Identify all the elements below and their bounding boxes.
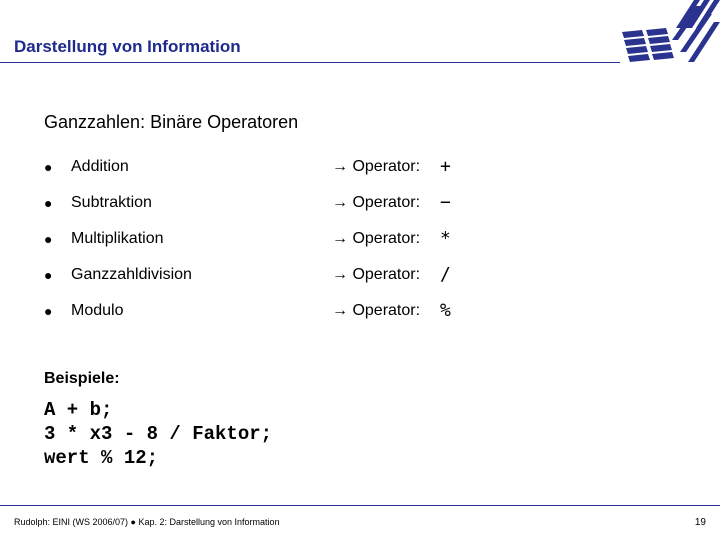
bullet-icon: ● xyxy=(44,159,53,175)
operator-symbol: * xyxy=(440,228,451,249)
operator-symbol: − xyxy=(440,192,451,213)
section-heading: Ganzzahlen: Binäre Operatoren xyxy=(44,112,299,132)
list-item xyxy=(44,192,504,216)
operator-arrow-label: → Operator: xyxy=(332,158,421,175)
operator-arrow-label: → Operator: xyxy=(332,266,421,283)
list-item xyxy=(44,300,504,324)
list-item xyxy=(44,228,504,252)
operator-name: Addition xyxy=(71,158,129,175)
bullet-icon: ● xyxy=(44,231,53,247)
code-line: 3 * x3 - 8 / Faktor; xyxy=(44,423,273,445)
code-line: A + b; xyxy=(44,399,113,421)
footer-caption: Rudolph: EINI (WS 2006/07) ● Kap. 2: Darstellung von Information xyxy=(14,517,280,527)
operator-name: Subtraktion xyxy=(71,194,152,211)
bullet-icon: ● xyxy=(44,267,53,283)
page-title: Darstellung von Information xyxy=(14,37,241,56)
operator-arrow-label: → Operator: xyxy=(332,302,421,319)
list-item xyxy=(44,264,504,288)
operator-name: Modulo xyxy=(71,302,124,319)
operator-symbol: % xyxy=(440,300,451,321)
operator-symbol: / xyxy=(440,264,451,285)
footer-divider xyxy=(0,505,720,506)
university-logo-icon xyxy=(620,0,720,70)
operator-arrow-label: → Operator: xyxy=(332,194,421,211)
examples-heading: Beispiele: xyxy=(44,370,120,387)
bullet-icon: ● xyxy=(44,195,53,211)
page-number: 19 xyxy=(694,517,706,528)
operator-name: Ganzzahldivision xyxy=(71,266,192,283)
code-line: wert % 12; xyxy=(44,447,159,469)
list-item xyxy=(44,156,504,180)
header-divider xyxy=(0,62,620,63)
bullet-icon: ● xyxy=(44,303,53,319)
operator-symbol: + xyxy=(440,156,451,177)
operator-arrow-label: → Operator: xyxy=(332,230,421,247)
operator-name: Multiplikation xyxy=(71,230,164,247)
